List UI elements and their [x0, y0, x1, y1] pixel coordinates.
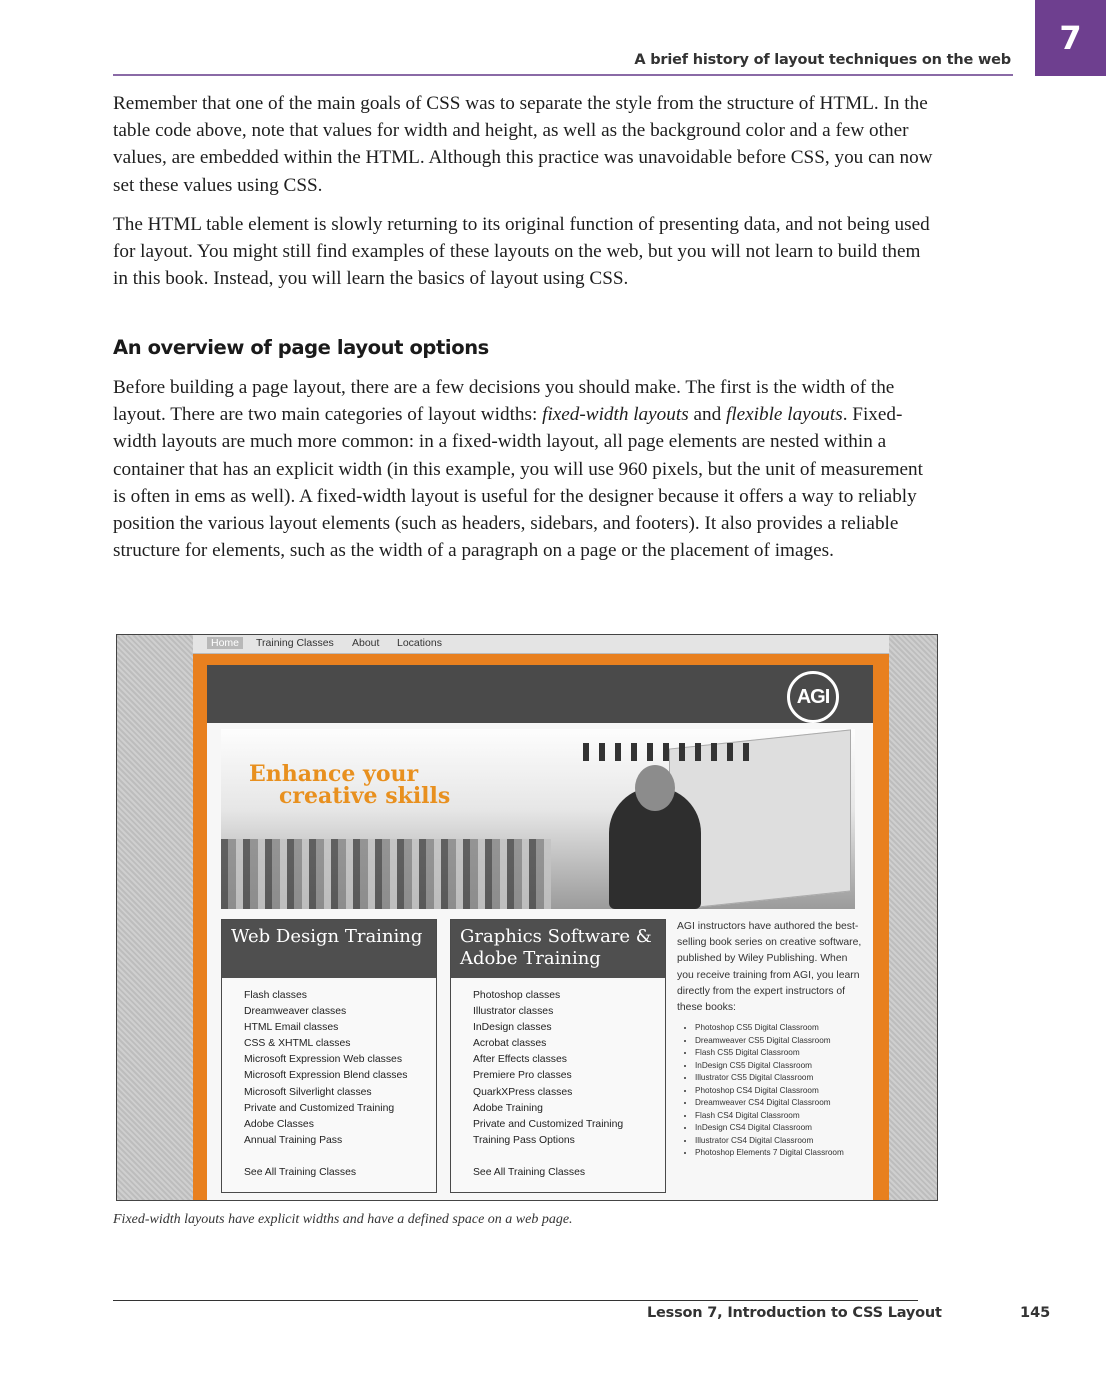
list-item: Annual Training Pass	[244, 1134, 343, 1146]
panel-web-design	[221, 919, 437, 1193]
paragraph-css-goals: Remember that one of the main goals of CSS was to separate the style from the structure of HTML. In the table code above, note that values for width and height, as well as the background color and a few other values, are embedded within the HTML. Although this practice was unavoidable before CSS, you can now set these values using CSS.	[113, 93, 933, 196]
list-item: • Flash CS4 Digital Classroom	[695, 1110, 863, 1123]
page-number: 145	[1020, 1305, 1051, 1321]
aside-book-list	[677, 1022, 863, 1160]
list-item: Training Pass Options	[473, 1134, 575, 1146]
hero-filmstrip	[583, 743, 753, 761]
list-item: • Illustrator CS4 Digital Classroom	[695, 1135, 863, 1148]
see-all-link: See All Training Classes	[473, 1167, 586, 1178]
aside-intro: AGI instructors have authored the best-selling book series on creative software, published by Wiley Publishing. When you receive training from AGI, you learn directly from the expert instructors of these books:	[677, 921, 862, 1014]
website-nav	[193, 635, 889, 654]
list-item: Flash classes	[244, 990, 307, 1001]
list-item: • Flash CS5 Digital Classroom	[695, 1047, 863, 1060]
list-item: After Effects classes	[473, 1054, 567, 1066]
hero-instructor-head	[635, 765, 675, 811]
section-heading: An overview of page layout options	[113, 336, 489, 359]
list-item: InDesign classes	[473, 1022, 552, 1034]
list-item: Dreamweaver classes	[244, 1006, 347, 1018]
nav-home: Home	[207, 637, 243, 649]
list-item: • InDesign CS4 Digital Classroom	[695, 1122, 863, 1135]
hero-headline: Enhance your creative skills	[249, 761, 451, 809]
list-item: • Dreamweaver CS4 Digital Classroom	[695, 1097, 863, 1110]
panel-graphics-software-list	[451, 978, 665, 1149]
footer-lesson-title: Lesson 7, Introduction to CSS Layout	[647, 1305, 942, 1321]
list-item: • Dreamweaver CS5 Digital Classroom	[695, 1035, 863, 1048]
list-item: Microsoft Expression Blend classes	[244, 1070, 408, 1082]
list-item: Acrobat classes	[473, 1038, 547, 1050]
list-item: Microsoft Expression Web classes	[244, 1054, 403, 1066]
list-item: Illustrator classes	[473, 1006, 554, 1018]
list-item: Private and Customized Training	[244, 1102, 395, 1114]
list-item: • Photoshop CS4 Digital Classroom	[695, 1085, 863, 1098]
list-item: Premiere Pro classes	[473, 1070, 572, 1082]
term-fixed-width: fixed-width layouts	[542, 404, 689, 426]
agi-logo: AGI	[787, 671, 839, 723]
list-item: QuarkXPress classes	[473, 1086, 573, 1098]
list-item: • Photoshop CS5 Digital Classroom	[695, 1022, 863, 1035]
paragraph-layout-options: Before building a page layout, there are a few decisions you should make. The first is the width of the layout. There are two main categories of layout widths: fixed-width layouts and flexible layouts. Fixed-width layouts are much more common: in a fixed-width layout, all page elements are nested within a container that has an explicit width (in this example, you will use 960 pixels, but the unit of measurement is often in ems as well). A fixed-width layout is useful for the designer because it offers a way to reliably position the various layout elements (such as headers, sidebars, and footers). It also provides a reliable structure for elements, such as the width of a paragraph on a page or the placement of images.	[113, 377, 923, 562]
see-all-link: See All Training Classes	[244, 1167, 357, 1178]
list-item: Private and Customized Training	[473, 1118, 624, 1130]
list-item: HTML Email classes	[244, 1022, 339, 1034]
chapter-number-tab: 7	[1035, 0, 1106, 76]
list-item: • Photoshop Elements 7 Digital Classroom	[695, 1147, 863, 1160]
list-item: CSS & XHTML classes	[244, 1038, 351, 1050]
panel-graphics-software-title: Graphics Software & Adobe Training	[451, 920, 665, 978]
hero-banner	[221, 729, 855, 909]
panel-web-design-list	[222, 978, 436, 1149]
footer-rule	[113, 1300, 918, 1301]
figure-caption: Fixed-width layouts have explicit widths and have a defined space on a web page.	[113, 1212, 573, 1227]
paragraph-table-element: The HTML table element is slowly returning to its original function of presenting data, and not being used for layout. You might still find examples of these layouts on the web, but you will not learn to build them in this book. Instead, you will learn the basics of layout using CSS.	[113, 214, 930, 290]
instructors-aside	[677, 919, 863, 1160]
list-item: Adobe Classes	[244, 1118, 314, 1130]
website-mockup	[193, 635, 889, 1200]
nav-about: About	[352, 637, 380, 649]
nav-training-classes: Training Classes	[256, 637, 334, 649]
running-head-text: A brief history of layout techniques on the web	[634, 52, 1011, 68]
running-head	[113, 48, 1013, 76]
panel-web-design-title: Web Design Training	[222, 920, 436, 978]
list-item: Adobe Training	[473, 1102, 543, 1114]
list-item: Microsoft Silverlight classes	[244, 1086, 372, 1098]
figure-fixed-width-screenshot	[116, 634, 938, 1201]
website-header	[207, 665, 873, 723]
list-item: • Illustrator CS5 Digital Classroom	[695, 1072, 863, 1085]
hero-classroom-photo	[221, 839, 551, 909]
panel-graphics-software	[450, 919, 666, 1193]
website-container	[207, 665, 873, 1200]
nav-locations: Locations	[397, 637, 442, 649]
list-item: • InDesign CS5 Digital Classroom	[695, 1060, 863, 1073]
term-flexible: flexible layouts	[725, 404, 843, 426]
list-item: Photoshop classes	[473, 990, 561, 1001]
